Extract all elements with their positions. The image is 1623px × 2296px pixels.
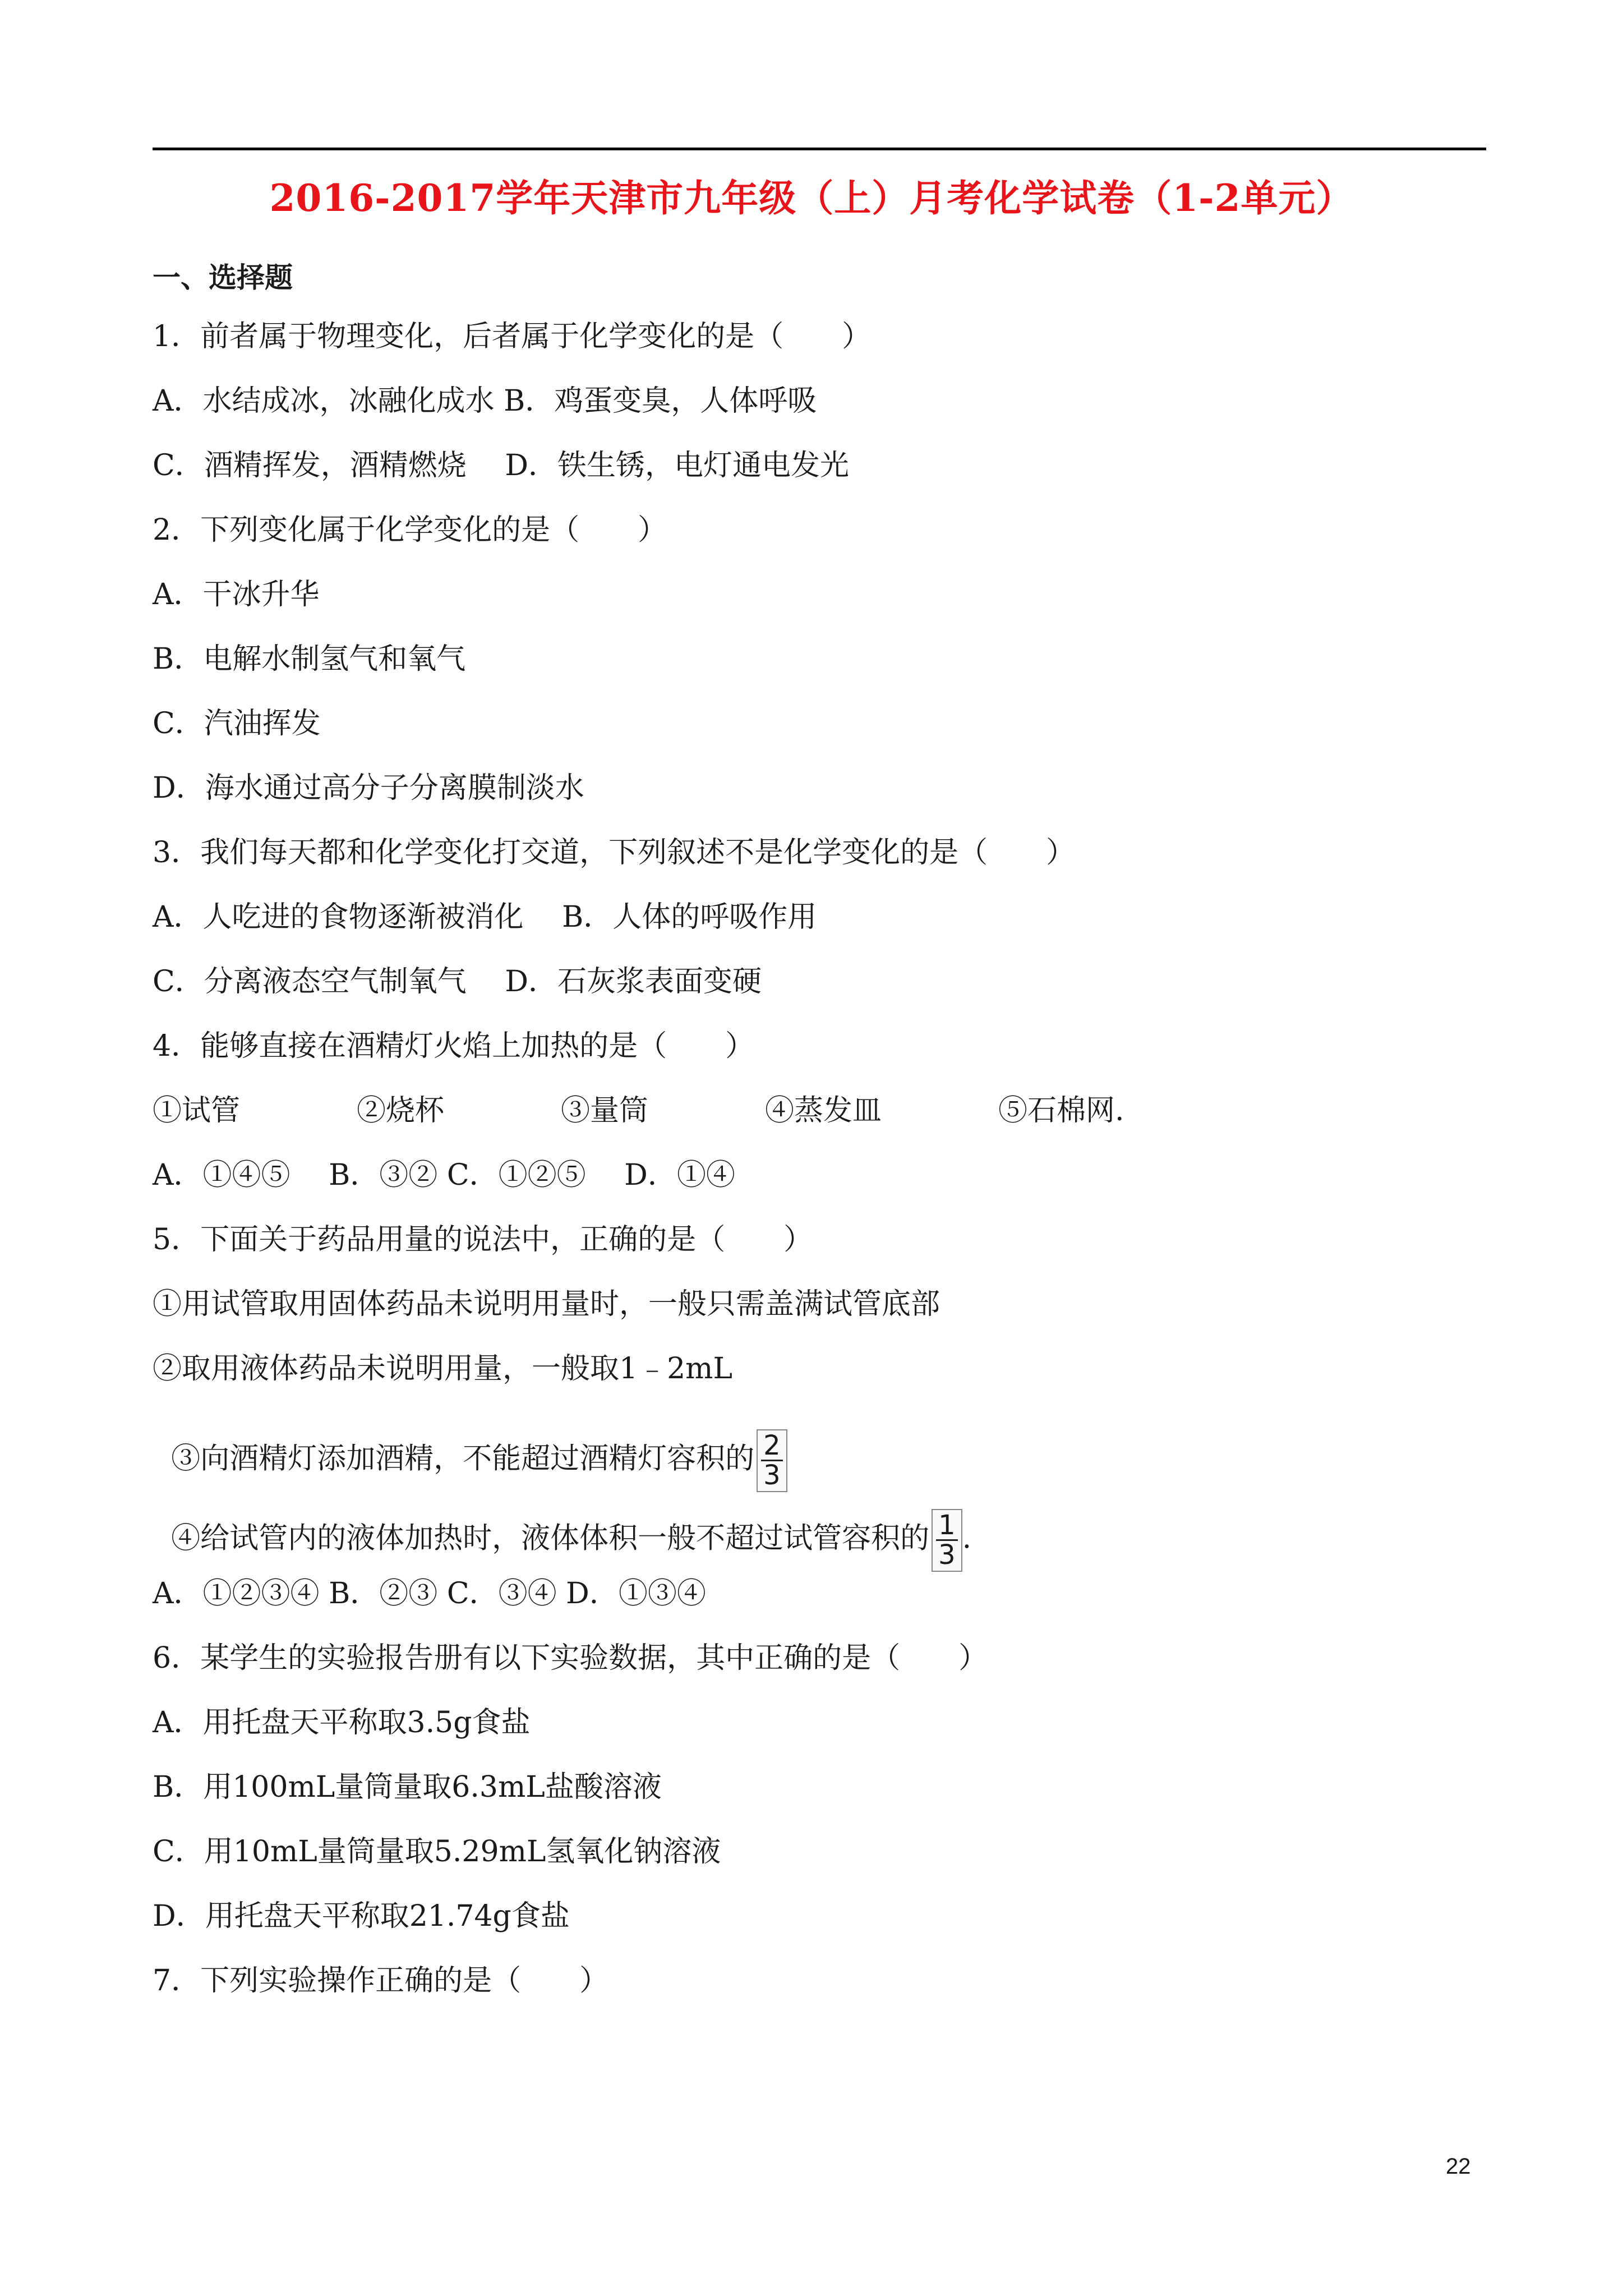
q5-options: A．①②③④ B．②③ C．③④ D．①③④ bbox=[153, 1577, 706, 1611]
q3-options-cd: C．分离液态空气制氧气 D．石灰浆表面变硬 bbox=[153, 965, 762, 999]
fraction-one-third bbox=[932, 1509, 962, 1572]
fraction-denominator: 3 bbox=[763, 1460, 781, 1492]
question-4: 4．能够直接在酒精灯火焰上加热的是（ ） bbox=[153, 1029, 755, 1063]
q5-statement-4-text: ④给试管内的液体加热时，液体体积一般不超过试管容积的 bbox=[171, 1521, 930, 1556]
q2-option-a: A．干冰升华 bbox=[153, 578, 320, 611]
q5-statement-3 bbox=[153, 1400, 787, 1492]
question-2: 2．下列变化属于化学变化的是（ ） bbox=[153, 513, 667, 547]
q2-option-c: C．汽油挥发 bbox=[153, 707, 321, 740]
fraction-numerator: 2 bbox=[761, 1432, 783, 1461]
question-3: 3．我们每天都和化学变化打交道，下列叙述不是化学变化的是（ ） bbox=[153, 836, 1076, 869]
q2-option-b: B．电解水制氢气和氧气 bbox=[153, 642, 466, 676]
section-heading: 一、选择题 bbox=[153, 261, 293, 294]
q5-statement-1: ①用试管取用固体药品未说明用量时，一般只需盖满试管底部 bbox=[153, 1287, 940, 1321]
q2-option-d: D．海水通过高分子分离膜制淡水 bbox=[153, 771, 584, 805]
question-1: 1．前者属于物理变化，后者属于化学变化的是（ ） bbox=[153, 320, 872, 353]
q5-statement-4 bbox=[153, 1480, 971, 1572]
q4-items: ①试管 ②烧杯 ③量筒 ④蒸发皿 ⑤石棉网. bbox=[153, 1094, 1124, 1128]
q1-options-ab: A．水结成冰，冰融化成水 B．鸡蛋变臭，人体呼吸 bbox=[153, 384, 817, 418]
header-rule bbox=[153, 148, 1486, 150]
q4-options: A．①④⑤ B．③② C．①②⑤ D．①④ bbox=[153, 1158, 735, 1192]
q5-statement-4-tail: . bbox=[962, 1521, 972, 1556]
q6-option-d: D．用托盘天平称取21.74g食盐 bbox=[153, 1899, 570, 1933]
q5-statement-2: ②取用液体药品未说明用量，一般取1﹣2mL bbox=[153, 1352, 733, 1386]
q1-options-cd: C．酒精挥发，酒精燃烧 D．铁生锈，电灯通电发光 bbox=[153, 449, 850, 482]
q3-options-ab: A．人吃进的食物逐渐被消化 B．人体的呼吸作用 bbox=[153, 900, 817, 934]
q6-option-b: B．用100mL量筒量取6.3mL盐酸溶液 bbox=[153, 1770, 662, 1804]
fraction-numerator: 1 bbox=[936, 1511, 958, 1541]
page-title: 2016-2017学年天津市九年级（上）月考化学试卷（1-2单元） bbox=[269, 176, 1354, 220]
q6-option-c: C．用10mL量筒量取5.29mL氢氧化钠溶液 bbox=[153, 1835, 721, 1869]
page-number: 22 bbox=[1446, 2154, 1471, 2179]
fraction-denominator: 3 bbox=[938, 1539, 956, 1571]
q5-statement-3-text: ③向酒精灯添加酒精，不能超过酒精灯容积的 bbox=[171, 1442, 755, 1476]
question-6: 6．某学生的实验报告册有以下实验数据，其中正确的是（ ） bbox=[153, 1641, 988, 1675]
question-5: 5．下面关于药品用量的说法中，正确的是（ ） bbox=[153, 1223, 813, 1257]
q6-option-a: A．用托盘天平称取3.5g食盐 bbox=[153, 1706, 531, 1740]
question-7: 7．下列实验操作正确的是（ ） bbox=[153, 1964, 609, 1998]
